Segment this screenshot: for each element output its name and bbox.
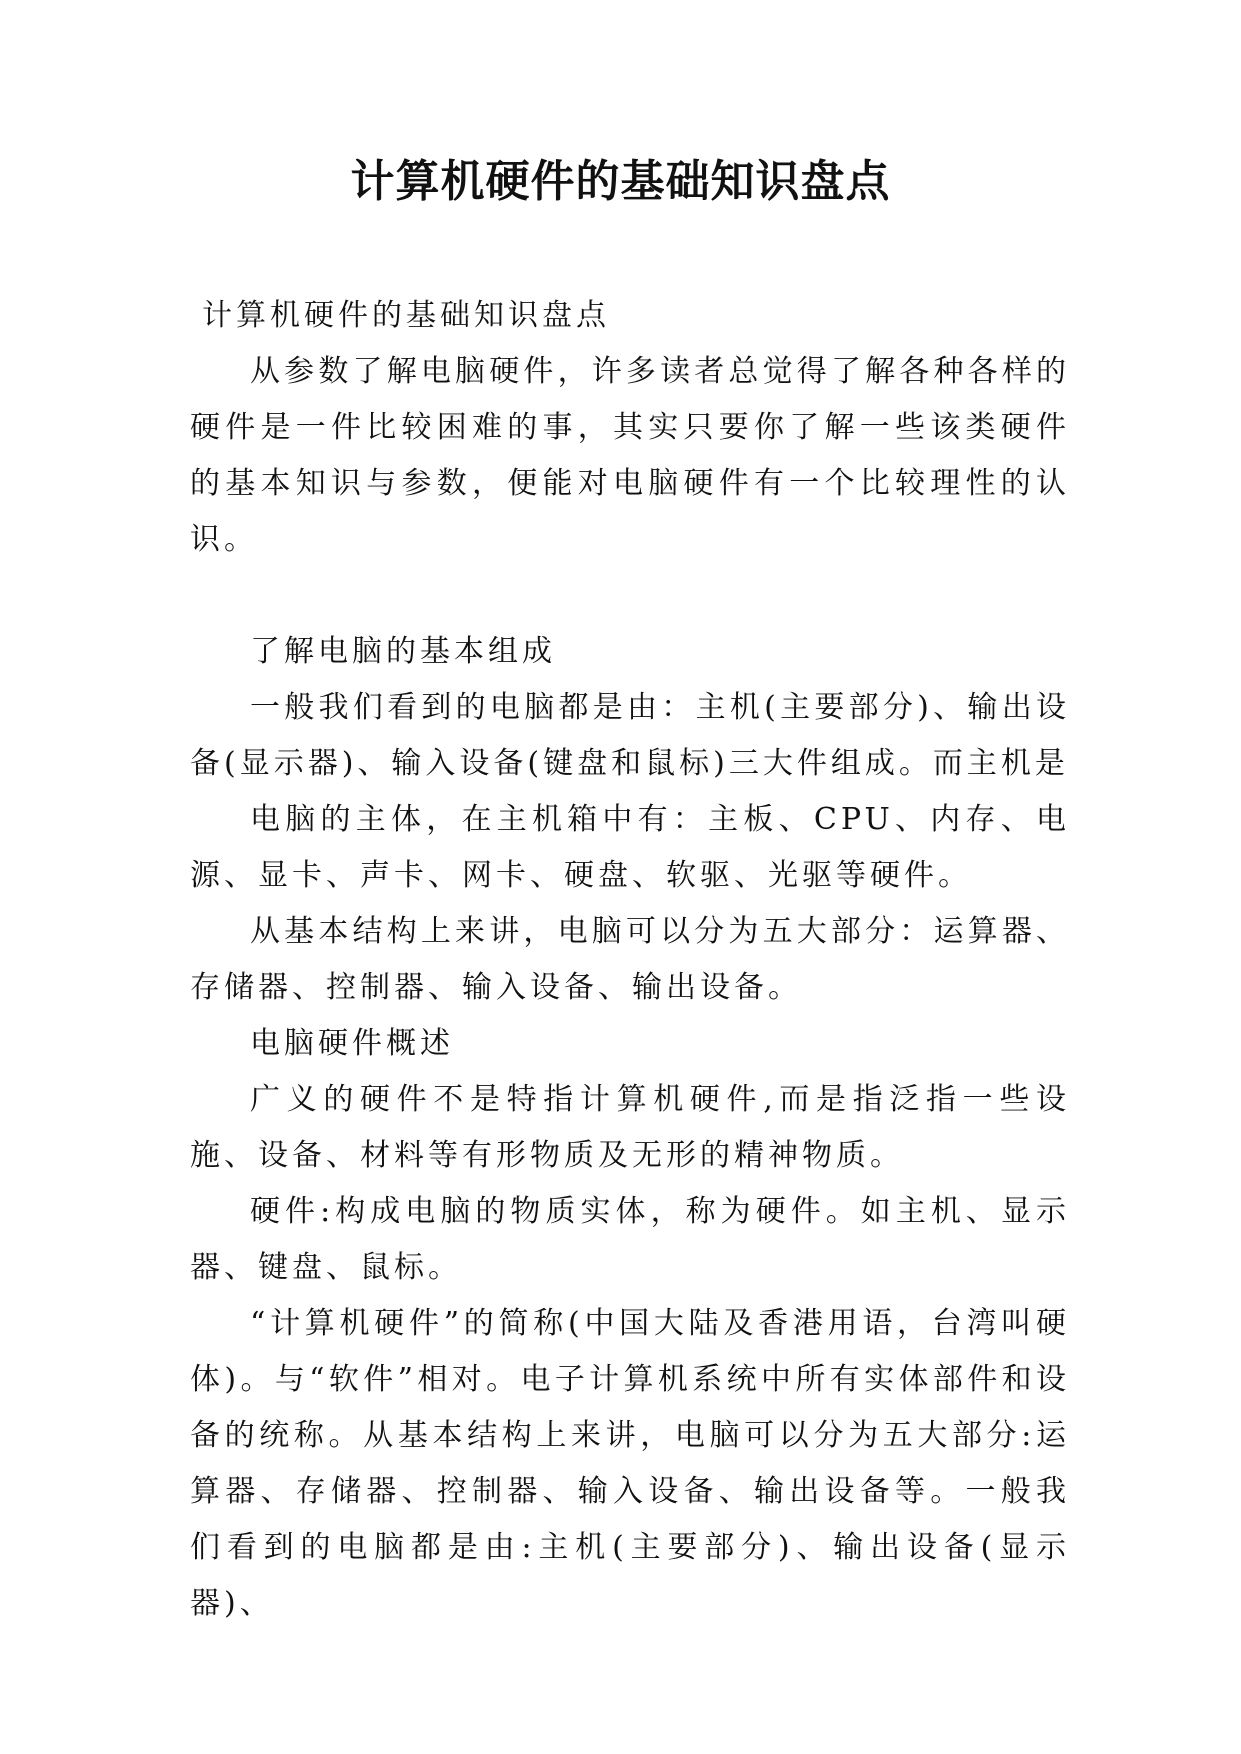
paragraph-composition: 一般我们看到的电脑都是由：主机(主要部分)、输出设备(显示器)、输入设备(键盘和鼠标)三大件组成。而主机是 xyxy=(190,690,1070,781)
document-body xyxy=(190,288,1070,1632)
paragraph-hardware-abbreviation: “计算机硬件”的简称(中国大陆及香港用语，台湾叫硬体)。与“软件”相对。电子计算机系统中所有实体部件和设备的统称。从基本结构上来讲，电脑可以分为五大部分:运算器、存储器、控制器、输入设备、输出设备等。一般我们看到的电脑都是由:主机(主要部分)、输出设备(显示器)、 xyxy=(190,1306,1070,1621)
paragraph-broad-hardware: 广义的硬件不是特指计算机硬件,而是指泛指一些设施、设备、材料等有形物质及无形的精神物质。 xyxy=(190,1082,1070,1173)
paragraph-five-parts: 从基本结构上来讲，电脑可以分为五大部分：运算器、存储器、控制器、输入设备、输出设备。 xyxy=(190,914,1070,1005)
paragraph-mainframe: 电脑的主体，在主机箱中有：主板、CPU、内存、电源、显卡、声卡、网卡、硬盘、软驱、光驱等硬件。 xyxy=(190,802,1070,893)
paragraph-intro: 从参数了解电脑硬件，许多读者总觉得了解各种各样的硬件是一件比较困难的事，其实只要你了解一些该类硬件的基本知识与参数，便能对电脑硬件有一个比较理性的认识。 xyxy=(190,354,1070,557)
document-title: 计算机硬件的基础知识盘点 xyxy=(350,156,891,207)
paragraph-hardware-definition: 硬件:构成电脑的物质实体，称为硬件。如主机、显示器、键盘、鼠标。 xyxy=(190,1194,1070,1285)
paragraph-subtitle: 计算机硬件的基础知识盘点 xyxy=(202,298,610,333)
paragraph-heading-overview: 电脑硬件概述 xyxy=(250,1026,454,1061)
paragraph-heading-basic-composition: 了解电脑的基本组成 xyxy=(250,634,556,669)
